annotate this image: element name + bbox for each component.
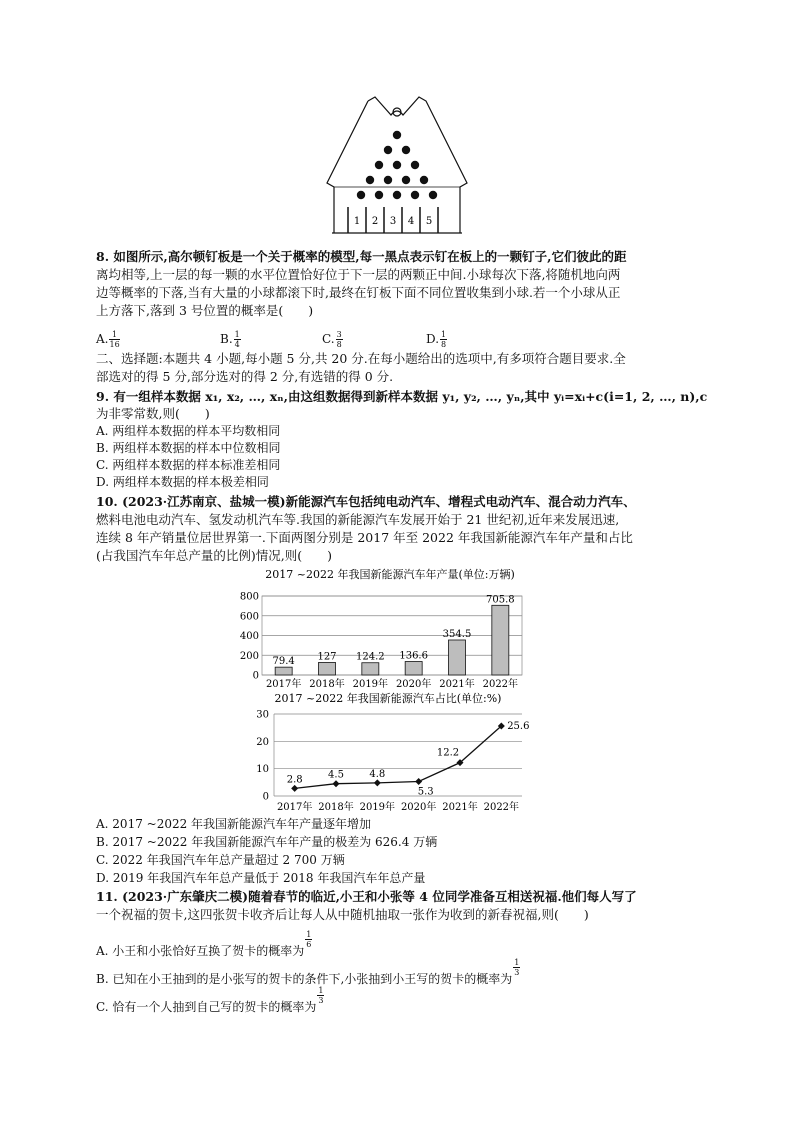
q9-option-c[interactable]: C. 两组样本数据的样本标准差相同	[96, 458, 281, 472]
bar-value-label: 127	[317, 651, 337, 663]
slot-label-5: 5	[425, 216, 433, 227]
peg	[357, 191, 365, 199]
y-tick-label: 30	[256, 709, 269, 721]
q10-line-2: 燃料电池电动汽车、氢发动机汽车等.我国的新能源汽车发展开始于 21 世纪初,近年来发展迅速,	[96, 512, 620, 527]
q11-option-b[interactable]: B. 已知在小王抽到的是小张写的贺卡的条件下,小张抽到小王写的贺卡的概率为 $\frac{1}{3}$	[96, 958, 520, 986]
point-value-label: 4.5	[328, 769, 344, 781]
peg	[402, 146, 410, 154]
x-tick-label: 2017年	[276, 802, 313, 813]
slot-label-4: 4	[407, 216, 415, 227]
peg	[411, 161, 419, 169]
slot-label-1: 1	[353, 216, 361, 227]
q9-line-1: 9. 有一组样本数据 x₁, x₂, …, xₙ,由这组数据得到新样本数据 y₁, y₂, …, yₙ,其中 yᵢ=xᵢ+c(i=1, 2, …, n),c	[96, 389, 708, 404]
galton-board-figure	[322, 95, 472, 235]
point-value-label: 5.3	[417, 786, 434, 798]
bar	[492, 605, 509, 675]
data-point-marker	[291, 785, 298, 792]
x-tick-label: 2017年	[265, 679, 302, 690]
q8-options	[96, 330, 536, 349]
bar-value-label: 705.8	[486, 594, 515, 606]
peg	[384, 146, 392, 154]
bar	[319, 662, 336, 675]
q10-option-c[interactable]: C. 2022 年我国汽车年总产量超过 2 700 万辆	[96, 853, 345, 867]
q10-line-4: (占我国汽车年总产量的比例)情况,则( )	[96, 548, 332, 563]
q8-option-b[interactable]: B. $\frac{1}{4}$	[220, 330, 240, 349]
x-tick-label: 2018年	[318, 802, 354, 813]
q11-line-1: 11. (2023·广东肇庆二模)随着春节的临近,小王和小张等 4 位同学准备互相送祝福.他们每人写了	[96, 889, 637, 904]
line-chart-title: 2017 ~2022 年我国新能源汽车占比(单位:%)	[274, 692, 502, 705]
peg	[375, 191, 383, 199]
q8-option-a[interactable]: A. $\frac{1}{16}$	[96, 330, 120, 349]
bar	[275, 667, 292, 675]
x-tick-label: 2018年	[309, 679, 345, 690]
q8-line-4: 上方落下,落到 3 号位置的概率是( )	[96, 303, 314, 318]
x-tick-label: 2022年	[483, 802, 520, 813]
q10-line-3: 连续 8 年产销量位居世界第一.下面两图分别是 2017 年至 2022 年我国新能源汽车年产量和占比	[96, 530, 633, 545]
x-tick-label: 2021年	[442, 802, 478, 813]
slot-label-3: 3	[389, 216, 397, 227]
bar-value-label: 136.6	[399, 650, 428, 662]
point-value-label: 2.8	[286, 774, 303, 786]
q9-line-2: 为非零常数,则( )	[96, 406, 210, 421]
q9-option-b[interactable]: B. 两组样本数据的样本中位数相同	[96, 441, 281, 455]
q10-option-a[interactable]: A. 2017 ~2022 年我国新能源汽车年产量逐年增加	[96, 817, 372, 831]
bar-value-label: 354.5	[442, 628, 472, 640]
share-line-chart	[240, 688, 540, 816]
peg	[384, 176, 392, 184]
peg	[375, 161, 383, 169]
q11-line-2: 一个祝福的贺卡,这四张贺卡收齐后让每人从中随机抽取一张作为收到的新春祝福,则( )	[96, 907, 589, 922]
peg	[366, 176, 374, 184]
fraction: $\frac{1}{4}$	[234, 330, 240, 349]
peg	[393, 131, 401, 139]
q9-option-a[interactable]: A. 两组样本数据的样本平均数相同	[96, 424, 281, 438]
y-tick-label: 0	[262, 791, 269, 803]
peg	[411, 191, 419, 199]
peg	[420, 176, 428, 184]
q8-line-2: 离均相等,上一层的每一颗的水平位置恰好位于下一层的两颗正中间.小球每次下落,将随机地向两	[96, 267, 621, 282]
fraction: $\frac{1}{6}$	[306, 930, 312, 949]
q8-option-d[interactable]: D. $\frac{1}{8}$	[426, 330, 447, 349]
x-tick-label: 2022年	[482, 679, 519, 690]
slot-label-2: 2	[371, 216, 379, 227]
q10-option-d[interactable]: D. 2019 年我国汽车年总产量低于 2018 年我国汽车年总产量	[96, 871, 426, 885]
point-value-label: 25.6	[507, 721, 530, 733]
share-series-line	[295, 726, 502, 788]
peg	[429, 191, 437, 199]
q8-line-3: 边等概率的下落,当有大量的小球都滚下时,最终在钉板下面不同位置收集到小球.若一个小球从正	[96, 285, 621, 300]
q9-option-d[interactable]: D. 两组样本数据的样本极差相同	[96, 475, 269, 489]
y-tick-label: 600	[240, 611, 259, 623]
bar-value-label: 124.2	[356, 651, 385, 663]
fraction: $\frac{1}{8}$	[441, 330, 447, 349]
peg	[393, 161, 401, 169]
bar	[405, 662, 422, 675]
data-point-marker	[374, 779, 381, 786]
section-2-line-2: 部选对的得 5 分,部分选对的得 2 分,有选错的得 0 分.	[96, 369, 394, 384]
q8-line-1: 8. 如图所示,高尔顿钉板是一个关于概率的模型,每一黑点表示钉在板上的一颗钉子,它们彼此的距	[96, 249, 627, 264]
data-point-marker	[415, 778, 422, 785]
y-tick-label: 10	[256, 764, 269, 776]
x-tick-label: 2020年	[395, 679, 432, 690]
y-tick-label: 800	[240, 591, 259, 603]
q11-option-a[interactable]: A. 小王和小张恰好互换了贺卡的概率为 $\frac{1}{6}$	[96, 930, 312, 958]
fraction: $\frac{3}{8}$	[336, 330, 342, 349]
x-tick-label: 2020年	[400, 802, 437, 813]
peg	[393, 191, 401, 199]
section-2-line-1: 二、选择题:本题共 4 小题,每小题 5 分,共 20 分.在每小题给出的选项中,有多项符合题目要求.全	[96, 351, 626, 366]
fraction: $\frac{1}{16}$	[109, 330, 120, 349]
q8-option-c[interactable]: C. $\frac{3}{8}$	[322, 330, 342, 349]
q11-option-c[interactable]: C. 恰有一个人抽到自己写的贺卡的概率为 $\frac{1}{3}$	[96, 986, 324, 1014]
x-tick-label: 2019年	[359, 802, 396, 813]
fraction: $\frac{1}{3}$	[514, 958, 520, 977]
y-tick-label: 20	[256, 736, 269, 748]
bar-value-label: 79.4	[272, 656, 295, 668]
y-tick-label: 400	[240, 631, 259, 642]
point-value-label: 4.8	[369, 768, 386, 780]
bar-chart-title: 2017 ~2022 年我国新能源汽车年产量(单位:万辆)	[265, 568, 515, 581]
q10-option-b[interactable]: B. 2017 ~2022 年我国新能源汽车年产量的极差为 626.4 万辆	[96, 835, 438, 849]
fraction: $\frac{1}{3}$	[318, 986, 324, 1005]
production-bar-chart	[240, 566, 540, 692]
data-point-marker	[333, 780, 340, 787]
point-value-label: 12.2	[436, 747, 460, 759]
peg	[402, 176, 410, 184]
bar	[362, 663, 379, 675]
x-tick-label: 2019年	[352, 679, 389, 690]
y-tick-label: 200	[240, 650, 259, 662]
q10-line-1: 10. (2023·江苏南京、盐城一模)新能源汽车包括纯电动汽车、增程式电动汽车、混合动力汽车、	[96, 494, 636, 509]
bar	[449, 640, 466, 675]
x-tick-label: 2021年	[439, 679, 475, 690]
y-tick-label: 0	[252, 670, 259, 682]
